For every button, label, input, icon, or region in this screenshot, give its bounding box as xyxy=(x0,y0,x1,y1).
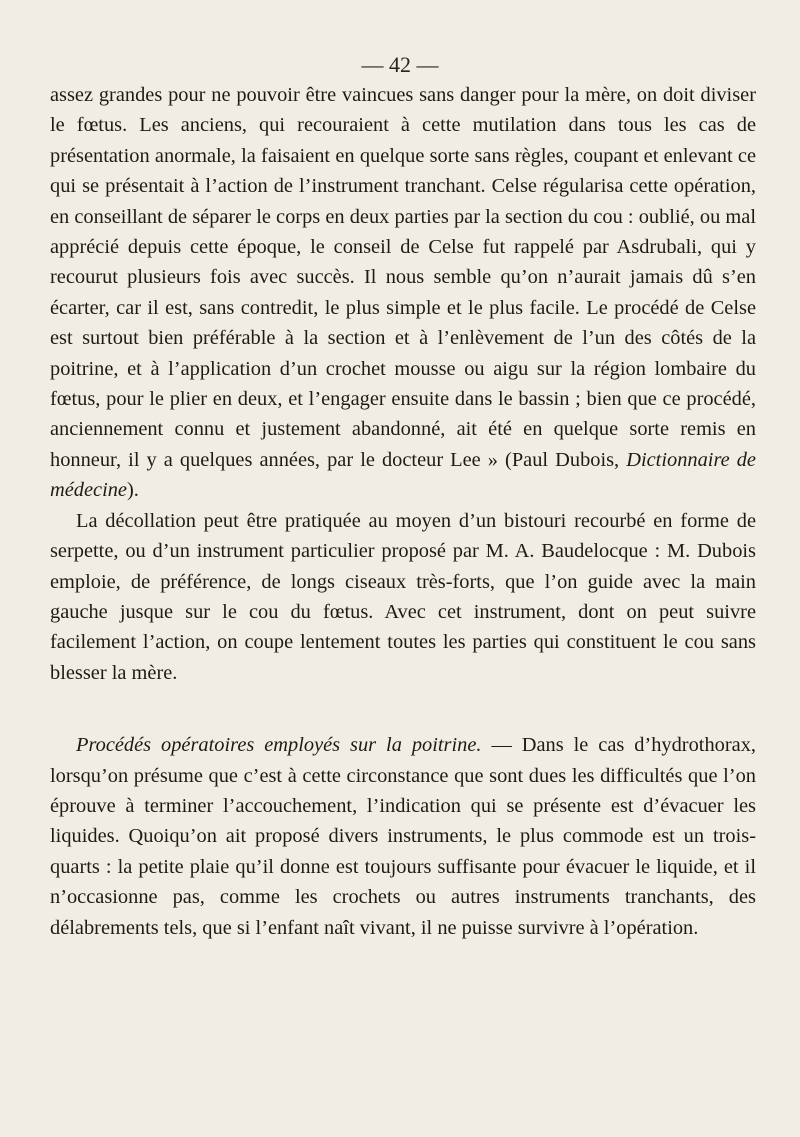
paragraph-decapitation xyxy=(50,80,756,506)
page-number: — 42 — xyxy=(361,52,439,77)
paragraph-text: assez grandes pour ne pouvoir être vaincues sans danger pour la mère, on doit diviser le fœtus. Les anciens, qui recouraient à cette mutilation dans tous les cas de présentation anormale, la faisaient en quelque sorte sans règles, coupant et enlevant ce qui se présentait à l’action de l’instrument tranchant. Celse régularisa cette opération, en conseillant de séparer le corps en deux parties par la section du cou : oublié, ou mal apprécié depuis cette époque, le conseil de Celse fut rappelé par Asdrubali, qui y recourut plusieurs fois avec succès. Il nous semble qu’on n’aurait jamais dû s’en écarter, car il est, sans contredit, le plus simple et le plus facile. Le procédé de Celse est surtout bien préférable à la section et à l’enlèvement de l’un des côtés de la poitrine, et à l’application d’un crochet mousse ou aigu sur la région lombaire du fœtus, pour le plier en deux, et l’engager ensuite dans le bassin ; bien que ce procédé, anciennement connu et justement abandonné, ait été en quelque sorte remis en honneur, il y a quelques années, par le docteur Lee » (Paul Dubois, xyxy=(50,84,756,471)
paragraph-chest-procedures xyxy=(50,730,756,943)
body-text xyxy=(50,80,756,943)
paragraph-gap xyxy=(50,688,756,730)
paragraph-decollation: La décollation peut être pratiquée au moyen d’un bistouri recourbé en forme de serpette, ou d’un instrument particulier proposé par M. A. Baudelocque : M. Dubois emploie, de préférence, de longs ciseaux très-forts, que l’on guide avec la main gauche jusque sur le cou du fœtus. Avec cet instrument, dont on peut suivre facilement l’action, on coupe lentement toutes les parties qui constituent le cou sans blesser la mère. xyxy=(50,509,756,684)
citation-title: Dictionnaire de médecine xyxy=(50,448,756,502)
paragraph-text: — Dans le cas d’hydrothorax, lorsqu’on présume que c’est à cette circonstance que sont dues les difficultés que l’on éprouve à terminer l’accouchement, l’indication qui se présente est d’évacuer les liquides. Quoiqu’on ait proposé divers instruments, le plus commode est un trois-quarts : la petite plaie qu’il donne est toujours suffisante pour évacuer le liquide, et il n’occasionne pas, comme les crochets ou autres instruments tranchants, des délabrements tels, que si l’enfant naît vivant, il ne puisse survivre à l’opération. xyxy=(50,734,756,939)
section-heading: Procédés opératoires employés sur la poitrine. xyxy=(76,734,482,757)
citation-close: ). xyxy=(126,479,139,502)
